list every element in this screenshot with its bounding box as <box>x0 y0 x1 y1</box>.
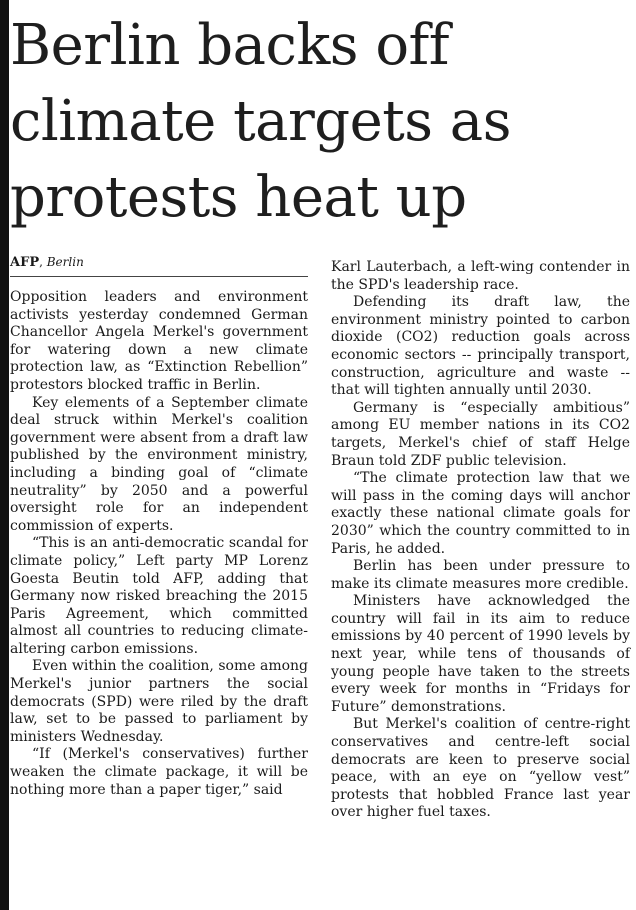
paragraph: Berlin has been under pressure to make its climate measures more credible. <box>331 558 630 592</box>
paragraph: “The climate protection law that we will pass in the coming days will anchor exactly these national climate goals for 2030” which the country committed to in Paris, he added. <box>331 470 630 557</box>
paragraph: Ministers have acknowledged the country will fail in its aim to reduce emissions by 40 percent of 1990 levels by next year, while tens of thousands of young people have taken to the streets every week for months in “Fridays for Future” demonstrations. <box>331 593 630 715</box>
byline <box>10 253 308 277</box>
byline-location: Berlin <box>46 255 84 269</box>
byline-separator: , <box>39 255 47 269</box>
article-column-left <box>10 289 308 799</box>
paragraph: Even within the coalition, some among Merkel's junior partners the social democrats (SPD) were riled by the draft law, set to be passed to parliament by ministers Wednesday. <box>10 658 308 745</box>
paragraph: Defending its draft law, the environment ministry pointed to carbon dioxide (CO2) reduction goals across economic sectors -- principally transport, construction, agriculture and waste -- that will tighten annually until 2030. <box>331 294 630 399</box>
headline <box>10 8 630 236</box>
paragraph: Key elements of a September climate deal struck within Merkel's coalition government were absent from a draft law published by the environment ministry, including a binding goal of “climate neutrality” by 2050 and a powerful oversight role for an independent commission of experts. <box>10 394 308 534</box>
paragraph: Karl Lauterbach, a left-wing contender in the SPD's leadership race. <box>331 259 630 293</box>
paragraph: Germany is “especially ambitious” among EU member nations in its CO2 targets, Merkel's chief of staff Helge Braun told ZDF public television. <box>331 399 630 469</box>
paragraph: “If (Merkel's conservatives) further weaken the climate package, it will be nothing more than a paper tiger,” said <box>10 746 308 798</box>
paragraph: “This is an anti-democratic scandal for climate policy,” Left party MP Lorenz Goesta Beutin told AFP, adding that Germany now risked breaching the 2015 Paris Agreement, which committed almost all countries to reducing climate-altering carbon emissions. <box>10 535 308 657</box>
headline-line: Berlin backs off <box>10 13 449 78</box>
headline-line: protests heat up <box>10 165 467 230</box>
headline-line: climate targets as <box>10 89 511 154</box>
article-column-right <box>331 259 630 822</box>
paragraph: But Merkel's coalition of centre-right conservatives and centre-left social democrats are keen to preserve social peace, with an eye on “yellow vest” protests that hobbled France last year over higher fuel taxes. <box>331 716 630 821</box>
byline-agency: AFP <box>10 255 40 270</box>
paragraph: Opposition leaders and environment activists yesterday condemned German Chancellor Angela Merkel's government for watering down a new climate protection law, as “Extinction Rebellion” protestors blocked traffic in Berlin. <box>10 289 308 393</box>
page-edge-bar <box>0 0 9 910</box>
